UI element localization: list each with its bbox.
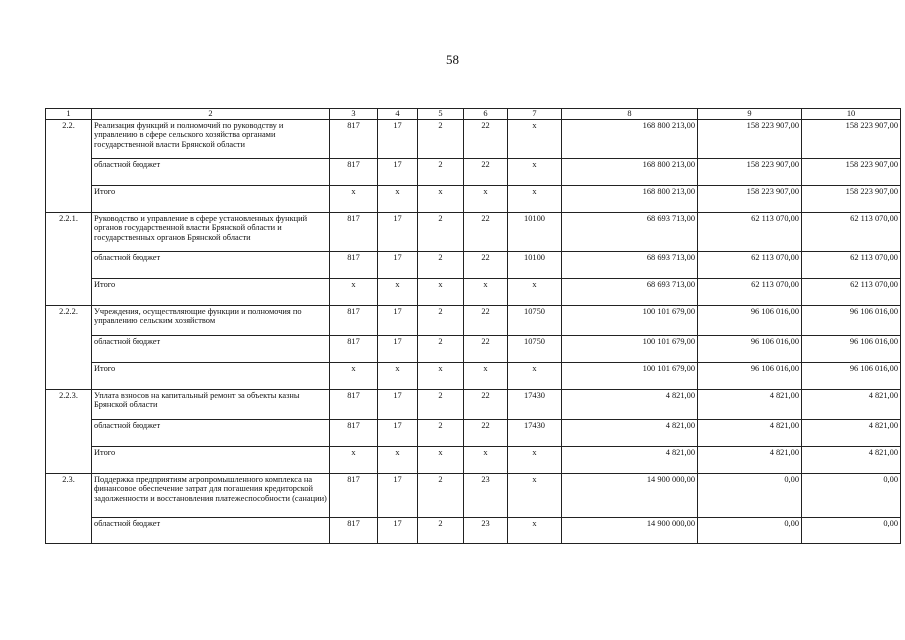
cell-gr-admin: x: [330, 446, 378, 473]
cell-direction: x: [508, 119, 562, 158]
cell-direction: x: [508, 446, 562, 473]
column-number-row: [46, 109, 901, 120]
cell-program: x: [464, 278, 508, 305]
row-code: 2.2.2.: [46, 305, 92, 335]
cell-amount-year2: 62 113 070,00: [698, 278, 802, 305]
cell-amount-year1: 14 900 000,00: [562, 473, 698, 517]
cell-amount-year3: 62 113 070,00: [802, 212, 901, 251]
cell-gr-admin: 817: [330, 517, 378, 543]
table-row: [46, 473, 901, 517]
cell-direction: x: [508, 362, 562, 389]
cell-amount-year3: 0,00: [802, 517, 901, 543]
cell-amount-year3: 158 223 907,00: [802, 119, 901, 158]
cell-amount-year1: 68 693 713,00: [562, 278, 698, 305]
cell-amount-year3: 4 821,00: [802, 419, 901, 446]
column-number: 6: [464, 109, 508, 120]
row-code: [46, 419, 92, 446]
row-name: Итого: [92, 278, 330, 305]
cell-subsection: 2: [418, 119, 464, 158]
cell-section: 17: [378, 251, 418, 278]
cell-amount-year3: 0,00: [802, 473, 901, 517]
table-row: [46, 251, 901, 278]
cell-program: 22: [464, 119, 508, 158]
row-code: [46, 251, 92, 278]
cell-program: 22: [464, 251, 508, 278]
cell-program: 22: [464, 212, 508, 251]
cell-section: 17: [378, 119, 418, 158]
cell-subsection: x: [418, 185, 464, 212]
row-code: [46, 335, 92, 362]
cell-amount-year1: 100 101 679,00: [562, 305, 698, 335]
cell-subsection: x: [418, 362, 464, 389]
cell-amount-year1: 14 900 000,00: [562, 517, 698, 543]
cell-direction: x: [508, 278, 562, 305]
row-name: областной бюджет: [92, 251, 330, 278]
cell-amount-year2: 158 223 907,00: [698, 119, 802, 158]
cell-gr-admin: 817: [330, 212, 378, 251]
cell-direction: 10750: [508, 305, 562, 335]
cell-program: 23: [464, 517, 508, 543]
cell-subsection: 2: [418, 419, 464, 446]
cell-amount-year3: 62 113 070,00: [802, 278, 901, 305]
row-code: [46, 362, 92, 389]
cell-amount-year3: 62 113 070,00: [802, 251, 901, 278]
cell-amount-year2: 96 106 016,00: [698, 362, 802, 389]
cell-direction: x: [508, 158, 562, 185]
cell-amount-year1: 168 800 213,00: [562, 185, 698, 212]
cell-subsection: 2: [418, 335, 464, 362]
cell-amount-year3: 4 821,00: [802, 446, 901, 473]
cell-direction: x: [508, 473, 562, 517]
cell-amount-year3: 4 821,00: [802, 389, 901, 419]
row-code: [46, 517, 92, 543]
cell-subsection: x: [418, 446, 464, 473]
cell-amount-year1: 100 101 679,00: [562, 362, 698, 389]
cell-amount-year1: 68 693 713,00: [562, 251, 698, 278]
cell-direction: 17430: [508, 389, 562, 419]
cell-amount-year3: 158 223 907,00: [802, 158, 901, 185]
cell-program: 22: [464, 335, 508, 362]
table-row: [46, 517, 901, 543]
cell-subsection: 2: [418, 158, 464, 185]
cell-subsection: 2: [418, 212, 464, 251]
cell-subsection: 2: [418, 517, 464, 543]
cell-program: x: [464, 446, 508, 473]
table-row: [46, 212, 901, 251]
cell-amount-year2: 62 113 070,00: [698, 212, 802, 251]
cell-program: x: [464, 362, 508, 389]
cell-amount-year3: 158 223 907,00: [802, 185, 901, 212]
table-row: [46, 389, 901, 419]
cell-amount-year3: 96 106 016,00: [802, 335, 901, 362]
cell-amount-year2: 4 821,00: [698, 446, 802, 473]
row-code: [46, 158, 92, 185]
row-name: Итого: [92, 362, 330, 389]
cell-subsection: 2: [418, 305, 464, 335]
cell-gr-admin: 817: [330, 251, 378, 278]
row-code: 2.3.: [46, 473, 92, 517]
cell-amount-year1: 4 821,00: [562, 389, 698, 419]
row-name: областной бюджет: [92, 517, 330, 543]
table-row: [46, 335, 901, 362]
row-code: 2.2.1.: [46, 212, 92, 251]
cell-gr-admin: x: [330, 278, 378, 305]
table-row: [46, 446, 901, 473]
cell-program: 23: [464, 473, 508, 517]
cell-amount-year1: 168 800 213,00: [562, 119, 698, 158]
cell-gr-admin: 817: [330, 419, 378, 446]
column-number: 2: [92, 109, 330, 120]
column-number: 4: [378, 109, 418, 120]
cell-gr-admin: 817: [330, 389, 378, 419]
cell-section: x: [378, 185, 418, 212]
row-name: областной бюджет: [92, 419, 330, 446]
cell-section: x: [378, 446, 418, 473]
column-number: 5: [418, 109, 464, 120]
cell-gr-admin: 817: [330, 305, 378, 335]
cell-direction: 10100: [508, 251, 562, 278]
row-name: Поддержка предприятиям агропромышленного комплекса на финансовое обеспечение затрат для погашения кредиторской задолженности и восстановления платежеспособности (санации): [92, 473, 330, 517]
column-number: 9: [698, 109, 802, 120]
table-row: [46, 158, 901, 185]
row-name: Руководство и управление в сфере установленных функций органов государственной власти Брянской области и государственных органов Брянской области: [92, 212, 330, 251]
row-code: 2.2.: [46, 119, 92, 158]
cell-section: 17: [378, 419, 418, 446]
column-number: 3: [330, 109, 378, 120]
row-code: [46, 278, 92, 305]
cell-subsection: 2: [418, 473, 464, 517]
cell-program: 22: [464, 305, 508, 335]
table-row: [46, 119, 901, 158]
cell-amount-year3: 96 106 016,00: [802, 362, 901, 389]
table-body: [46, 109, 901, 544]
row-name: Итого: [92, 446, 330, 473]
cell-section: x: [378, 278, 418, 305]
cell-gr-admin: x: [330, 362, 378, 389]
cell-gr-admin: 817: [330, 335, 378, 362]
cell-gr-admin: 817: [330, 473, 378, 517]
cell-section: 17: [378, 517, 418, 543]
row-name: Учреждения, осуществляющие функции и полномочия по управлению сельским хозяйством: [92, 305, 330, 335]
cell-section: 17: [378, 473, 418, 517]
cell-section: 17: [378, 305, 418, 335]
cell-section: 17: [378, 335, 418, 362]
table-row: [46, 278, 901, 305]
row-name: Уплата взносов на капитальный ремонт за объекты казны Брянской области: [92, 389, 330, 419]
cell-amount-year2: 96 106 016,00: [698, 305, 802, 335]
cell-amount-year2: 158 223 907,00: [698, 185, 802, 212]
row-name: Итого: [92, 185, 330, 212]
cell-gr-admin: 817: [330, 119, 378, 158]
cell-subsection: 2: [418, 389, 464, 419]
row-name: Реализация функций и полномочий по руководству и управлению в сфере сельского хозяйства органами государственной власти Брянской области: [92, 119, 330, 158]
cell-amount-year2: 4 821,00: [698, 389, 802, 419]
table-row: [46, 362, 901, 389]
cell-direction: 10750: [508, 335, 562, 362]
cell-section: 17: [378, 212, 418, 251]
row-name: областной бюджет: [92, 335, 330, 362]
cell-amount-year2: 4 821,00: [698, 419, 802, 446]
cell-direction: 10100: [508, 212, 562, 251]
page-number: 58: [446, 52, 459, 67]
cell-gr-admin: 817: [330, 158, 378, 185]
cell-section: x: [378, 362, 418, 389]
cell-amount-year2: 0,00: [698, 517, 802, 543]
row-code: 2.2.3.: [46, 389, 92, 419]
cell-direction: x: [508, 517, 562, 543]
cell-program: 22: [464, 389, 508, 419]
cell-amount-year1: 4 821,00: [562, 419, 698, 446]
budget-table: [45, 108, 901, 544]
cell-direction: x: [508, 185, 562, 212]
column-number: 10: [802, 109, 901, 120]
cell-amount-year2: 0,00: [698, 473, 802, 517]
column-number: 1: [46, 109, 92, 120]
cell-subsection: 2: [418, 251, 464, 278]
column-number: 7: [508, 109, 562, 120]
cell-amount-year2: 96 106 016,00: [698, 335, 802, 362]
cell-program: x: [464, 185, 508, 212]
row-code: [46, 185, 92, 212]
cell-program: 22: [464, 158, 508, 185]
cell-amount-year1: 100 101 679,00: [562, 335, 698, 362]
column-number: 8: [562, 109, 698, 120]
cell-amount-year3: 96 106 016,00: [802, 305, 901, 335]
cell-section: 17: [378, 158, 418, 185]
cell-amount-year1: 168 800 213,00: [562, 158, 698, 185]
row-code: [46, 446, 92, 473]
table-row: [46, 305, 901, 335]
cell-direction: 17430: [508, 419, 562, 446]
cell-amount-year2: 158 223 907,00: [698, 158, 802, 185]
cell-amount-year1: 68 693 713,00: [562, 212, 698, 251]
cell-amount-year1: 4 821,00: [562, 446, 698, 473]
cell-subsection: x: [418, 278, 464, 305]
cell-amount-year2: 62 113 070,00: [698, 251, 802, 278]
cell-section: 17: [378, 389, 418, 419]
cell-gr-admin: x: [330, 185, 378, 212]
table-row: [46, 185, 901, 212]
cell-program: 22: [464, 419, 508, 446]
row-name: областной бюджет: [92, 158, 330, 185]
table-row: [46, 419, 901, 446]
